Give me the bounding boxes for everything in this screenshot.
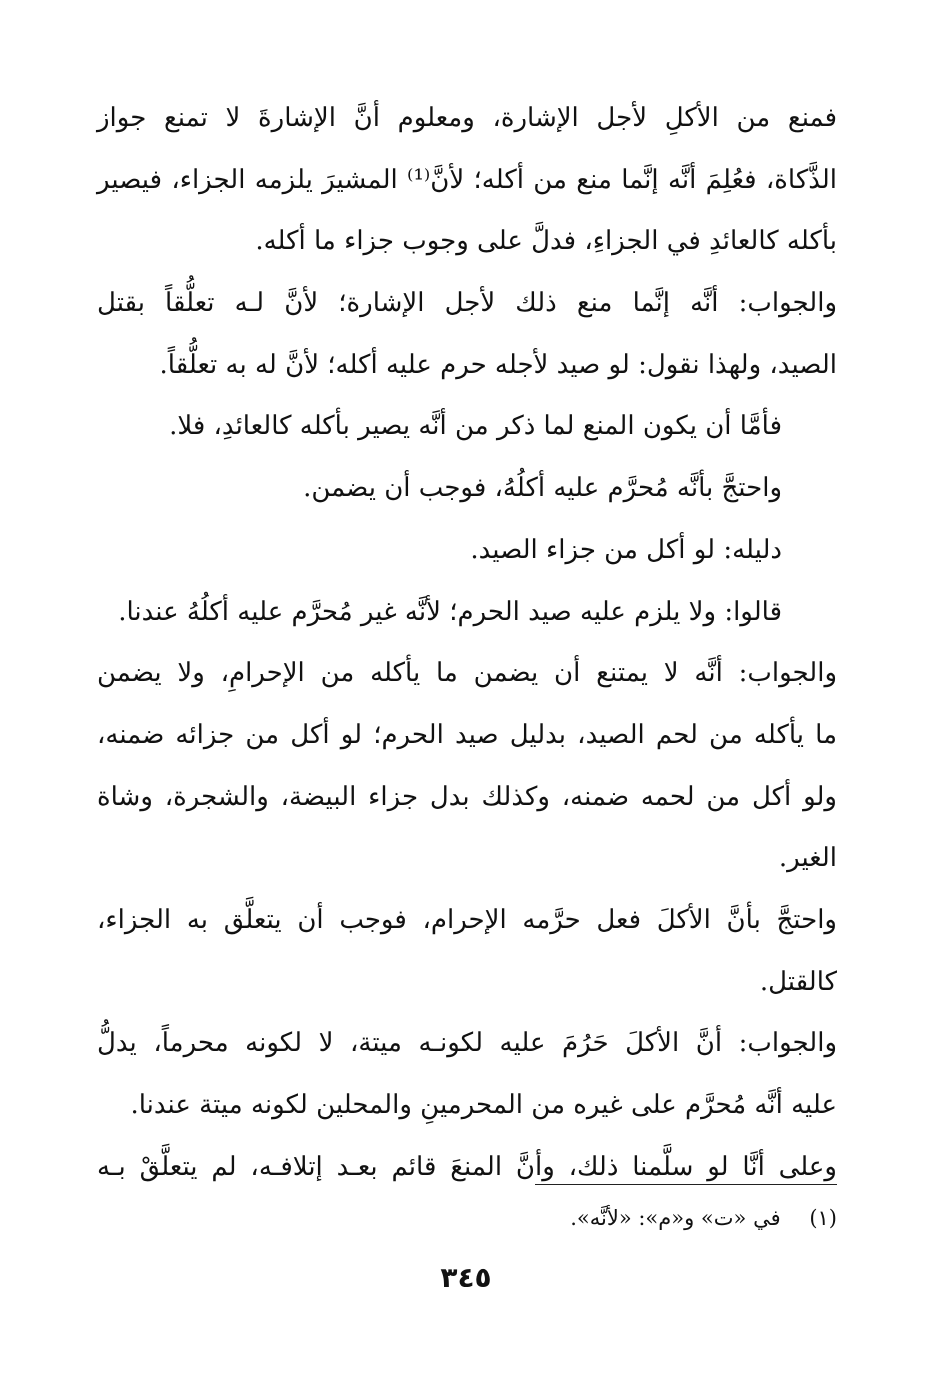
text-line: كالقتل. [759,966,837,997]
text-line: الذَّكاة، فعُلِمَ أنَّه إنَّما منع من أكله؛ لأنَّ⁽¹⁾ المشيرَ يلزمه الجزاء، فيصير [97,164,837,195]
text-line: الغير. [778,843,837,874]
text-line: والجواب: أنَّه لا يمتنع أن يضمن ما يأكله من الإحرامِ، ولا يضمن [97,658,837,689]
text-line: واحتجَّ بأنَّه مُحرَّم عليه أكلُهُ، فوجب أن يضمن. [303,473,782,504]
text-line: وعلى أنَّا لو سلَّمنا ذلك، وأنَّ المنعَ قائم بعـد إتلافـه، لم يتعلَّقْ بـه [97,1151,837,1182]
text-line: قالوا: ولا يلزم عليه صيد الحرم؛ لأنَّه غير مُحرَّم عليه أكلُهُ عندنا. [118,596,782,627]
text-line: الصيد، ولهذا نقول: لو صيد لأجله حرم عليه أكله؛ لأنَّ له به تعلُّقاً. [159,349,837,380]
text-line: فمنع من الأكلِ لأجل الإشارة، ومعلوم أنَّ الإشارةَ لا تمنع جواز [97,103,837,133]
text-line: ما يأكله من لحم الصيد، بدليل صيد الحرم؛ لو أكل من جزائه ضمنه، [97,719,837,750]
text-line: عليه أنَّه مُحرَّم على غيره من المحرمينِ والمحلين لكونه ميتة عندنا. [130,1090,837,1120]
text-line: والجواب: أنَّه إنَّما منع ذلك لأجل الإشارة؛ لأنَّ لـه تعلُّقاً بقتل [97,288,837,319]
footnote-number: (١) [809,1206,837,1230]
text-line: دليله: لو أكل من جزاء الصيد. [470,534,782,565]
text-line: ولو أكل من لحمه ضمنه، وكذلك بدل جزاء البيضة، والشجرة، وشاة [97,781,837,812]
text-line: واحتجَّ بأنَّ الأكلَ فعل حرَّمه الإحرام، فوجب أن يتعلَّق به الجزاء، [97,904,837,935]
page-number: ٣٤٥ [440,1261,492,1294]
text-line: بأكله كالعائدِ في الجزاءِ، فدلَّ على وجوب جزاء ما أكله. [255,226,837,257]
main-text [97,88,837,1198]
footnote-text: في «ت» و«م»: «لأنَّه». [570,1206,781,1230]
footnote [97,1200,837,1236]
text-line: فأمَّا أن يكون المنع لما ذكر من أنَّه يصير بأكله كالعائدِ، فلا. [169,411,782,442]
text-line: والجواب: أنَّ الأكلَ حَرُمَ عليه لكونـه ميتة، لا لكونه محرماً، يدلُّ [97,1028,837,1059]
footnote-divider [535,1184,837,1185]
